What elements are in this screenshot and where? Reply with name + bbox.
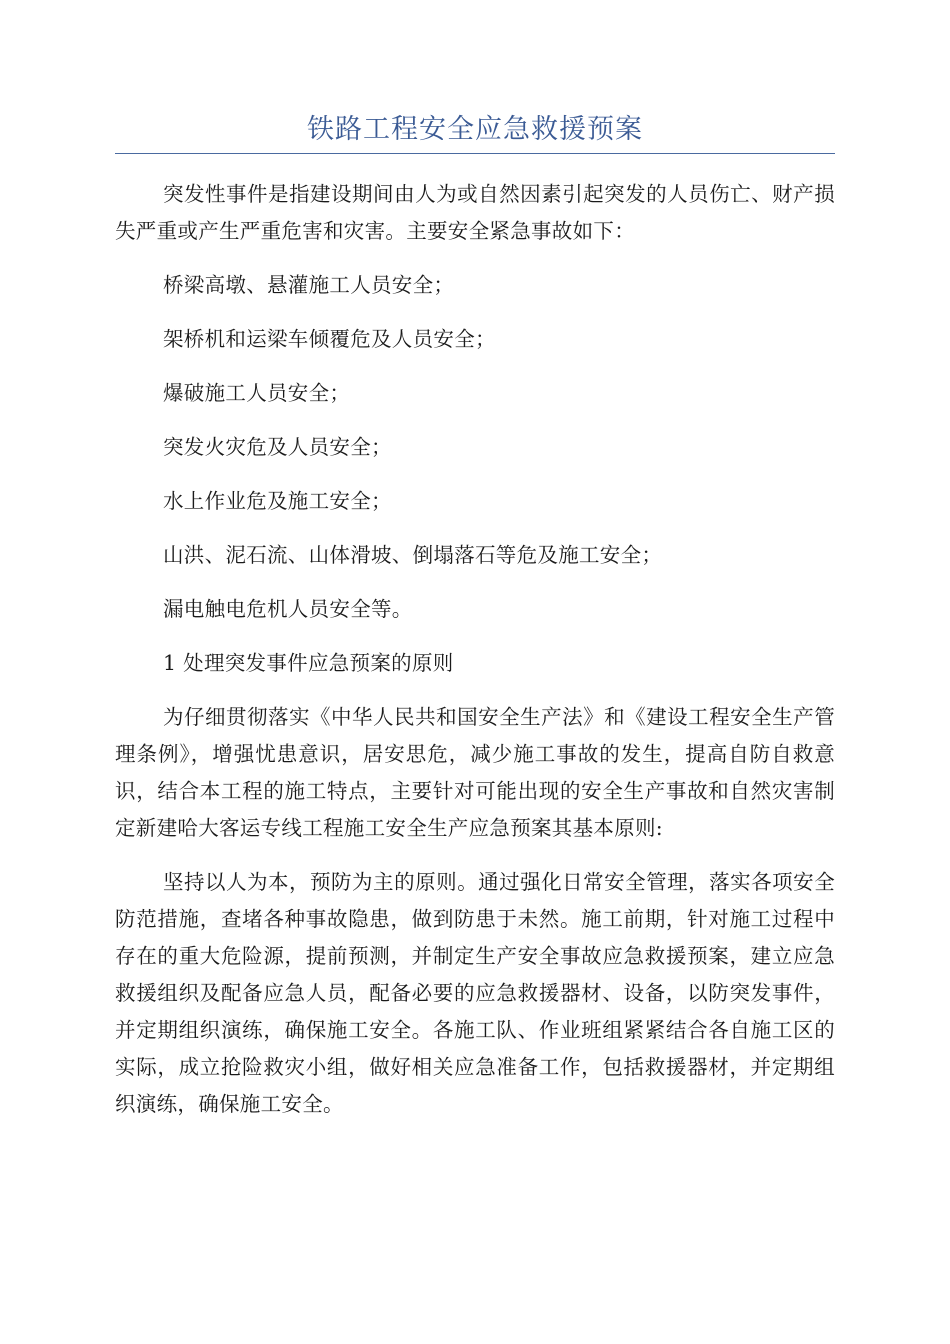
list-item: 漏电触电危机人员安全等。 [163,597,413,621]
list-item: 爆破施工人员安全； [163,381,351,405]
list-item: 水上作业危及施工安全； [163,489,392,513]
list-item: 架桥机和运梁车倾覆危及人员安全； [163,327,496,351]
list-item: 桥梁高墩、悬灌施工人员安全； [163,273,455,297]
title-underline [115,153,835,154]
paragraph-principle: 为仔细贯彻落实《中华人民共和国安全生产法》和《建设工程安全生产管理条例》，增强忧患意识，居安思危，减少施工事故的发生，提高自防自救意识，结合本工程的施工特点，主要针对可能出现的安全生产事故和自然灾害制定新建哈大客运专线工程施工安全生产应急预案其基本原则: [115,705,835,840]
list-item: 突发火灾危及人员安全； [163,435,392,459]
section-heading: 1 处理突发事件应急预案的原则 [163,651,454,675]
paragraph-intro: 突发性事件是指建设期间由人为或自然因素引起突发的人员伤亡、财产损失严重或产生严重危害和灾害。主要安全紧急事故如下： [115,182,835,243]
list-item: 山洪、泥石流、山体滑坡、倒塌落石等危及施工安全； [163,543,663,567]
paragraph-people-first: 坚持以人为本，预防为主的原则。通过强化日常安全管理，落实各项安全防范措施，查堵各种事故隐患，做到防患于未然。施工前期，针对施工过程中存在的重大危险源，提前预测，并制定生产安全事故应急救援预案，建立应急救援组织及配备应急人员，配备必要的应急救援器材、设备，以防突发事件，并定期组织演练，确保施工安全。各施工队、作业班组紧紧结合各自施工区的实际，成立抢险救灾小组，做好相关应急准备工作，包括救援器材，并定期组织演练，确保施工安全。 [115,870,835,1116]
document-title: 铁路工程安全应急救援预案 [307,114,643,145]
document-body [115,176,835,1140]
